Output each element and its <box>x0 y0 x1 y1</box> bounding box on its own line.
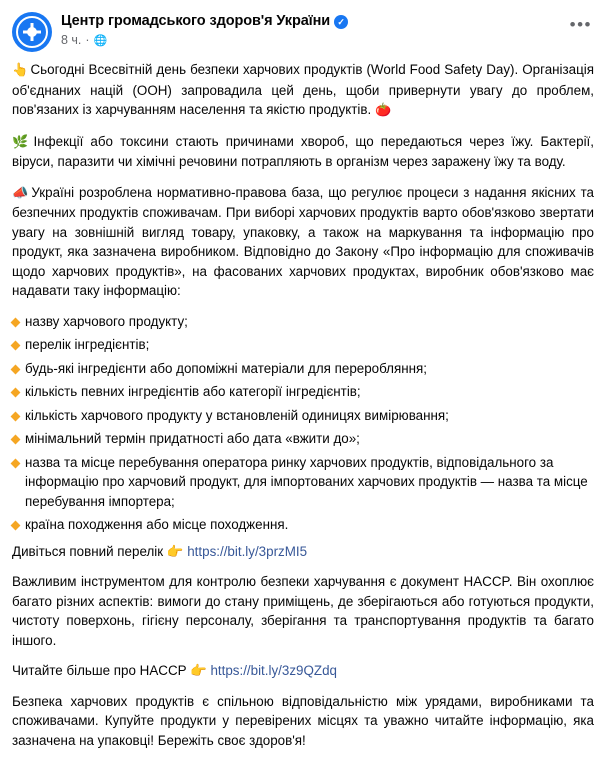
requirements-list <box>12 312 594 535</box>
logo-dot <box>27 27 37 37</box>
pointing-up-emoji-icon: 👆 <box>12 63 29 78</box>
diamond-bullet-icon <box>11 388 21 398</box>
link-2[interactable]: https://bit.ly/3z9QZdq <box>210 663 337 678</box>
diamond-bullet-icon <box>11 341 21 351</box>
list-item-label: перелік інгредієнтів; <box>25 337 150 352</box>
herb-emoji-icon: 🌿 <box>12 134 32 150</box>
list-item <box>12 312 594 332</box>
paragraph-3 <box>12 183 594 301</box>
verified-badge-icon: ✓ <box>334 15 348 29</box>
post-meta <box>61 33 348 47</box>
link-line-1 <box>12 542 594 562</box>
paragraph-5: Безпека харчових продуктів є спільною відповідальністю між урядами, виробниками та споживачами. Купуйте продукти у перевірених місцях та уважно читайте інформацію, яка зазначена на упаковці! Бережіть своє здоров'я! <box>12 693 594 748</box>
list-item <box>12 359 594 379</box>
post-body <box>0 58 606 760</box>
avatar[interactable] <box>12 12 52 52</box>
paragraph-4: Важливим інструментом для контролю безпеки харчування є документ HACCP. Він охоплює багато різних аспектів: вимоги до стану приміщень, де зберігаються або готуються продукти, чистоту поверхонь, гігієну персоналу, зберігання та транспортування продуктів та багато іншого. <box>12 574 594 648</box>
list-item <box>12 515 594 535</box>
list-item <box>12 453 594 512</box>
diamond-bullet-icon <box>11 364 21 374</box>
list-item-label: будь-які інгредієнти або допоміжні матеріали для переробляння; <box>25 360 428 376</box>
post-author-block <box>61 12 348 47</box>
list-item-label: кількість певних інгредієнтів або категорії інгредієнтів; <box>25 384 361 399</box>
paragraph-3-text: Україні розроблена нормативно-правова база, що регулює процеси з надання якісних та безпечних продуктів споживачам. При виборі харчових продуктів варто обов'язково звертати увагу на зовнішній вигляд товару, упаковку, а також на маркування та інформацію про продукт, яка зазначена виробником. Відповідно до Закону «Про інформацію для споживачів щодо харчових продуктів», на фасованих харчових продуктах, виробник обов'язково має надавати таку інформацію: <box>12 184 595 298</box>
diamond-bullet-icon <box>11 317 21 327</box>
globe-icon: 🌐 <box>93 33 108 47</box>
link-line-2 <box>12 661 594 681</box>
megaphone-emoji-icon: 📣 <box>12 185 30 201</box>
logo-ring <box>16 16 48 48</box>
paragraph-1-text: Сьогодні Всесвітній день безпеки харчових продуктів (World Food Safety Day). Організація об'єднаних націй (ООН) запровадила цей день, щоби привернути увагу до проблем, пов'язаних із харчуванням населення та якістю продуктів. <box>12 62 595 117</box>
tomato-emoji-icon: 🍅 <box>374 103 392 118</box>
link-1-label: Дивіться повний перелік 👉 <box>12 543 184 559</box>
diamond-bullet-icon <box>11 435 21 445</box>
list-item-label: назва та місце перебування оператора ринку харчових продуктів, відповідального за інформацію про харчовий продукт, для імпортованих харчових продуктів — назва та місце перебування імпортера; <box>25 454 588 509</box>
list-item <box>12 382 594 402</box>
meta-separator: · <box>85 33 90 48</box>
post-timestamp[interactable]: 8 ч. <box>61 33 82 48</box>
list-item <box>12 335 594 355</box>
page-name-row <box>61 13 348 30</box>
list-item <box>12 406 594 426</box>
page-name[interactable]: Центр громадського здоров'я України <box>61 13 331 29</box>
list-item-label: кількість харчового продукту у встановленій одиницях вимірювання; <box>25 407 449 423</box>
link-1[interactable]: https://bit.ly/3przMI5 <box>187 543 308 559</box>
paragraph-2-text: Інфекції або токсини стають причинами хвороб, що передаються через їжу. Бактерії, віруси, паразити чи хімічні речовини потрапляють в організм через заражену їжу та воду. <box>12 133 594 169</box>
diamond-bullet-icon <box>11 458 21 468</box>
list-item-label: країна походження або місце походження. <box>25 517 289 532</box>
paragraph-2 <box>12 132 594 172</box>
diamond-bullet-icon <box>11 411 21 421</box>
post-more-options-button[interactable]: ••• <box>569 15 592 34</box>
paragraph-1 <box>12 60 594 121</box>
post-header <box>0 0 606 58</box>
list-item-label: мінімальний термін придатності або дата «вжити до»; <box>25 431 360 446</box>
list-item-label: назву харчового продукту; <box>25 313 188 329</box>
diamond-bullet-icon <box>11 521 21 531</box>
list-item <box>12 429 594 449</box>
link-2-label: Читайте більше про HACCP 👉 <box>12 663 207 678</box>
